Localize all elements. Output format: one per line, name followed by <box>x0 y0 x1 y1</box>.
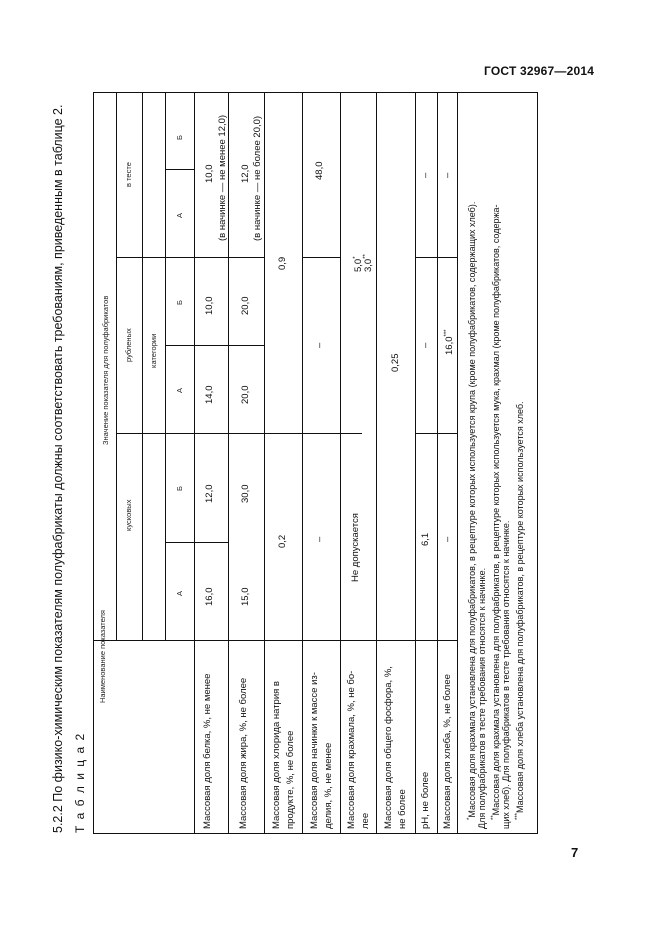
row-salt-label: продукте, %, не более <box>285 730 296 829</box>
table-rule <box>415 92 416 834</box>
header-cat-b: Б <box>175 135 184 140</box>
table-rule <box>165 92 166 641</box>
header-dough: в тесте <box>124 162 133 187</box>
cell-protein-dough-note: (в начинке — не менее 12,0) <box>217 114 228 241</box>
footnote-mark: ** <box>363 254 369 259</box>
table-rule <box>142 92 143 641</box>
cell-bread-dough: – <box>442 172 453 178</box>
cell-fat-chopped-a: 20,0 <box>240 385 251 404</box>
cell-protein-chopped-b: 10,0 <box>204 296 215 315</box>
table-rule <box>264 92 265 834</box>
cell-fat-chopped-b: 20,0 <box>240 296 251 315</box>
table-rule <box>165 542 195 543</box>
row-phosphorus-label: не более <box>397 789 408 829</box>
header-values: Значение показателя для полуфабрикатов <box>101 295 110 445</box>
table-rule <box>194 345 265 346</box>
header-cat-a: А <box>175 387 184 393</box>
cell-ph-dough: – <box>420 172 431 178</box>
footnote-1-cont: Для полуфабрикатов в тесте требования относятся к начинке. <box>477 567 487 829</box>
table-rule <box>116 257 166 258</box>
table-rule <box>93 640 458 641</box>
cell-ph-lump: 6,1 <box>420 532 431 546</box>
header-categories: категории <box>149 333 158 368</box>
table-border <box>457 92 458 834</box>
table-label-number: 2 <box>73 733 87 741</box>
table-border <box>93 92 94 834</box>
cell-salt-chopped-dough: 0,9 <box>277 256 288 270</box>
table-rule <box>340 92 341 834</box>
cell-bread-lump: – <box>442 536 453 542</box>
table-rule <box>302 92 303 834</box>
row-salt-label: Массовая доля хлорида натрия в <box>271 681 282 829</box>
cell-bread-chopped <box>441 329 456 355</box>
table-rule <box>194 542 229 543</box>
cell-filling-chopped: – <box>314 342 325 348</box>
table-rule <box>415 433 458 434</box>
table-rule <box>194 92 195 834</box>
intro-paragraph: 5.2.2 По физико-химическим показателям полуфабрикаты должны соответствовать требованиям, приведенным в таблице 2. <box>51 104 65 833</box>
table-rule <box>302 257 340 258</box>
table-rule <box>437 92 438 834</box>
footnote-mark: * <box>353 256 359 259</box>
row-phosphorus-label: Массовая доля общего фосфора, %, <box>383 666 394 829</box>
page-number: 7 <box>571 845 579 860</box>
table-rule <box>165 257 195 258</box>
header-cat-a: А <box>175 212 184 218</box>
row-starch-label: Массовая доля крахмала, %, не бо- <box>346 670 357 829</box>
row-ph-label: pH, не более <box>420 771 431 829</box>
cell-filling-lump: – <box>314 536 325 542</box>
footnote-mark: * <box>467 817 473 820</box>
table-rule <box>194 433 362 434</box>
row-filling-label: Массовая доля начинки к массе из- <box>309 672 320 829</box>
table-rule <box>376 92 377 834</box>
footnote-text: Массовая доля крахмала установлена для полуфабрикатов, в рецептуре которых используется крупа (кроме полуфабрикатов, содержащих хлеб). <box>467 201 477 818</box>
footnote-mark: *** <box>515 812 521 820</box>
table-border <box>93 833 538 834</box>
header-cat-b: Б <box>175 486 184 491</box>
cell-protein-dough-a: 10,0 <box>204 164 215 183</box>
document-id: ГОСТ 32967—2014 <box>484 64 595 78</box>
starch-value-1: 5,0 <box>353 258 365 272</box>
header-indicator: Наименование показателя <box>98 610 107 703</box>
footnote-mark: ** <box>491 815 497 820</box>
footnote-2-cont: щих хлеб). Для полуфабрикатов в тесте требования относятся к начинке. <box>501 520 511 829</box>
bread-chopped-value: 16,0 <box>444 336 456 355</box>
header-cat-b: Б <box>175 300 184 305</box>
table-border <box>93 92 538 93</box>
cell-protein-chopped-a: 14,0 <box>204 385 215 404</box>
footnote-text: Массовая доля крахмала установлена для полуфабрикатов, в рецептуре которых используется мука, крахмал (кроме полуфабрикатов, содержа- <box>491 204 501 816</box>
cell-fat-lump-b: 30,0 <box>240 484 251 503</box>
row-protein-label: Массовая доля белка, %, не менее <box>202 673 213 829</box>
table-rule <box>116 92 117 641</box>
row-fat-label: Массовая доля жира, %, не более <box>238 677 249 829</box>
cell-starch-value-2 <box>360 254 375 272</box>
table-rule <box>165 433 195 434</box>
table-border <box>537 92 538 834</box>
table-rule <box>165 169 195 170</box>
cell-fat-dough-note: (в начинке — не более 20,0) <box>252 115 263 241</box>
header-lump: кусковых <box>124 499 133 531</box>
cell-phosphorus: 0,25 <box>390 353 401 372</box>
footnote-text: Массовая доля хлеба установлена для полуфабрикатов, в рецептуре которых используется хлеб. <box>515 401 525 813</box>
starch-value-2: 3,0 <box>363 258 375 272</box>
cell-starch-lump: Не допускается <box>350 513 361 582</box>
footnote-3 <box>513 401 527 820</box>
cell-protein-lump-b: 12,0 <box>204 484 215 503</box>
cell-ph-chopped: – <box>420 342 431 348</box>
footnote-mark: *** <box>444 329 450 337</box>
header-cat-a: А <box>175 590 184 596</box>
row-bread-label: Массовая доля хлеба, %, не более <box>442 674 453 829</box>
cell-fat-lump-a: 15,0 <box>240 587 251 606</box>
table-rule <box>165 345 195 346</box>
cell-fat-dough-a: 12,0 <box>240 164 251 183</box>
header-chopped: рубленых <box>124 328 133 362</box>
table-label-word: Т а б л и ц а <box>73 745 87 833</box>
cell-salt-lump: 0,2 <box>277 534 288 548</box>
table-rule <box>415 257 458 258</box>
cell-protein-lump-a: 16,0 <box>204 587 215 606</box>
row-starch-label: лее <box>360 812 371 829</box>
cell-filling-dough: 48,0 <box>314 161 325 180</box>
table-rule <box>194 257 265 258</box>
table-label <box>73 734 87 833</box>
row-filling-label: делия, %, не менее <box>323 742 334 829</box>
